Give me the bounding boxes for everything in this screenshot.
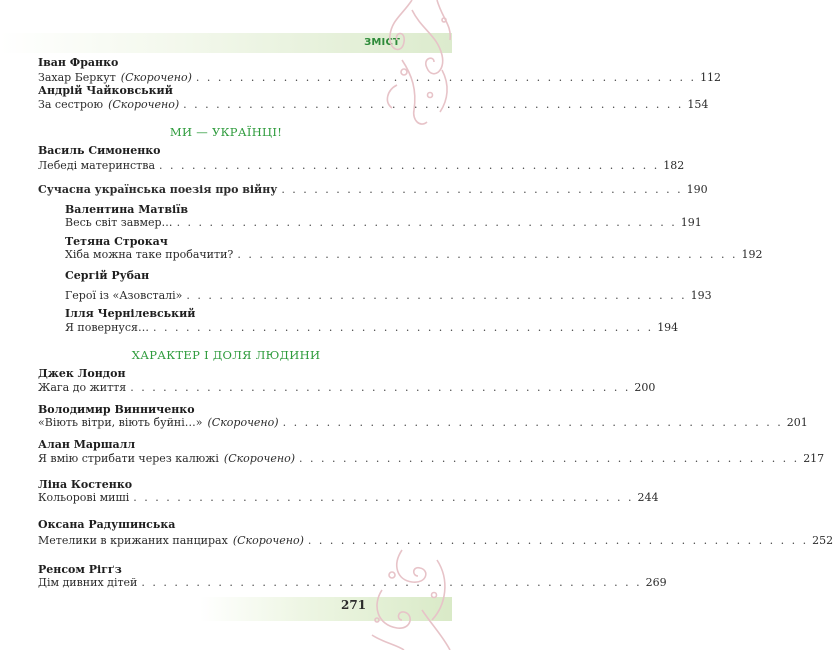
toc-author: Ренсом Рігґз: [38, 563, 122, 576]
toc-entry[interactable]: [38, 381, 656, 394]
toc-entry-title: «Віють вітри, віють буйні…»: [38, 416, 203, 429]
toc-entry-page: 201: [786, 416, 808, 429]
toc-entry[interactable]: [38, 98, 709, 111]
toc-entry-title: Метелики в крижаних панцирах: [38, 534, 228, 547]
toc-author: Ілля Чернілевський: [65, 307, 196, 320]
toc-entry-page: 182: [663, 159, 685, 172]
toc-author: Джек Лондон: [38, 367, 126, 380]
toc-leader-dots: . . . . . . . . . . . . . . . . . . . . . . . . . . . . . . . . . . . . . . . . . . . . . .: [159, 159, 660, 172]
toc-entry-page: 200: [634, 381, 656, 394]
toc-author: Алан Маршалл: [38, 438, 136, 451]
toc-entry[interactable]: [65, 248, 763, 261]
section-header-label: ЗМІСТ: [364, 37, 400, 48]
toc-leader-dots: . . . . . . . . . . . . . . . . . . . . . . . . . . . . . . . . . . . . . . . . . . . . . .: [133, 491, 634, 504]
toc-author: Володимир Винниченко: [38, 403, 195, 416]
toc-entry-page: 252: [812, 534, 833, 547]
toc-entry-note: (Скорочено): [223, 452, 295, 465]
toc-entry-note: (Скорочено): [108, 98, 180, 111]
toc-leader-dots: . . . . . . . . . . . . . . . . . . . . . . . . . . . . . . . . . . . . . . . . . . . . . .: [141, 576, 642, 589]
toc-author: Сергій Рубан: [65, 269, 150, 282]
toc-entry[interactable]: [38, 452, 825, 465]
toc-entry[interactable]: [38, 416, 808, 429]
toc-entry-title: Сучасна українська поезія про війну: [38, 183, 278, 196]
toc-entry-title: За сестрою: [38, 98, 104, 111]
toc-entry-page: 193: [690, 289, 712, 302]
toc-entry-title: Весь світ завмер…: [65, 216, 173, 229]
toc-entry-page: 244: [637, 491, 659, 504]
toc-entry-note: (Скорочено): [120, 71, 192, 84]
toc-entry[interactable]: [38, 183, 708, 196]
toc-author: Валентина Матвіїв: [65, 203, 188, 216]
toc-author: Оксана Радушинська: [38, 518, 176, 531]
page-number: 271: [341, 598, 367, 612]
toc-entry-title: Лебеді материнства: [38, 159, 156, 172]
toc-leader-dots: . . . . . . . . . . . . . . . . . . . . . . . . . . . . . . . . . . . . . . . . . . . . . .: [176, 216, 677, 229]
section-heading: МИ — УКРАЇНЦІ!: [169, 125, 283, 139]
toc-entry-note: (Скорочено): [207, 416, 279, 429]
toc-entry[interactable]: [65, 289, 712, 302]
toc-entry-page: 194: [657, 321, 679, 334]
toc-author: Іван Франко: [38, 56, 119, 69]
toc-author: Ліна Костенко: [38, 478, 133, 491]
toc-entry-page: 269: [645, 576, 667, 589]
toc-entry-title: Хіба можна таке пробачити?: [65, 248, 234, 261]
toc-entry-page: 190: [686, 183, 708, 196]
toc-entry[interactable]: [38, 159, 685, 172]
toc-leader-dots: . . . . . . . . . . . . . . . . . . . . . . . . . . . . . . . . . . . . . . . . . . . . . .: [307, 534, 809, 547]
toc-leader-dots: . . . . . . . . . . . . . . . . . . . . . . . . . . . . . . . . . . . . . . . . . . . . . .: [282, 416, 783, 429]
toc-entry-title: Герої із «Азовсталі»: [65, 289, 183, 302]
toc-leader-dots: . . . . . . . . . . . . . . . . . . . . . . . . . . . . . . . . . . . . . . . . . . . . . .: [195, 71, 697, 84]
toc-entry[interactable]: [65, 216, 702, 229]
toc-leader-dots: . . . . . . . . . . . . . . . . . . . . . . . . . . . . . . . . . . . . . . . . . . . . . .: [298, 452, 800, 465]
toc-entry[interactable]: [65, 321, 679, 334]
toc-entry-title: Я вмію стрибати через калюжі: [38, 452, 219, 465]
toc-entry-page: 192: [741, 248, 763, 261]
toc-entry-title: Дім дивних дітей: [38, 576, 138, 589]
toc-leader-dots: . . . . . . . . . . . . . . . . . . . . . . . . . . . . . . . . . . . . . . . . . . . . . .: [152, 321, 654, 334]
toc-leader-dots: . . . . . . . . . . . . . . . . . . . . . . . . . . . . . . . . . . . . . . . . . . . . . .: [186, 289, 687, 302]
toc-leader-dots: . . . . . . . . . . . . . . . . . . . . . . . . . . . . . . . . . . . . . . . . . . . . . .: [237, 248, 738, 261]
toc-author: Василь Симоненко: [38, 144, 161, 157]
toc-entry-page: 112: [700, 71, 722, 84]
section-heading: ХАРАКТЕР І ДОЛЯ ЛЮДИНИ: [131, 348, 321, 362]
toc-author: Тетяна Строкач: [65, 235, 168, 248]
toc-entry[interactable]: [38, 71, 722, 84]
toc-author: Андрій Чайковський: [38, 84, 173, 97]
toc-entry-page: 217: [803, 452, 825, 465]
toc-entry-title: Жага до життя: [38, 381, 127, 394]
toc-entry[interactable]: [38, 576, 667, 589]
toc-entry-page: 191: [680, 216, 702, 229]
toc-entry-title: Кольорові миші: [38, 491, 130, 504]
toc-entry-title: Захар Беркут: [38, 71, 116, 84]
toc-leader-dots: . . . . . . . . . . . . . . . . . . . . . . . . . . . . . . . . . . . . .: [281, 183, 683, 196]
toc-leader-dots: . . . . . . . . . . . . . . . . . . . . . . . . . . . . . . . . . . . . . . . . . . . . . .: [130, 381, 631, 394]
toc-entry-page: 154: [687, 98, 709, 111]
toc-entry-title: Я повернуся…: [65, 321, 149, 334]
toc-entry[interactable]: [38, 534, 833, 547]
toc-entry-note: (Скорочено): [232, 534, 304, 547]
toc-entry[interactable]: [38, 491, 659, 504]
toc-leader-dots: . . . . . . . . . . . . . . . . . . . . . . . . . . . . . . . . . . . . . . . . . . . . . .: [183, 98, 684, 111]
